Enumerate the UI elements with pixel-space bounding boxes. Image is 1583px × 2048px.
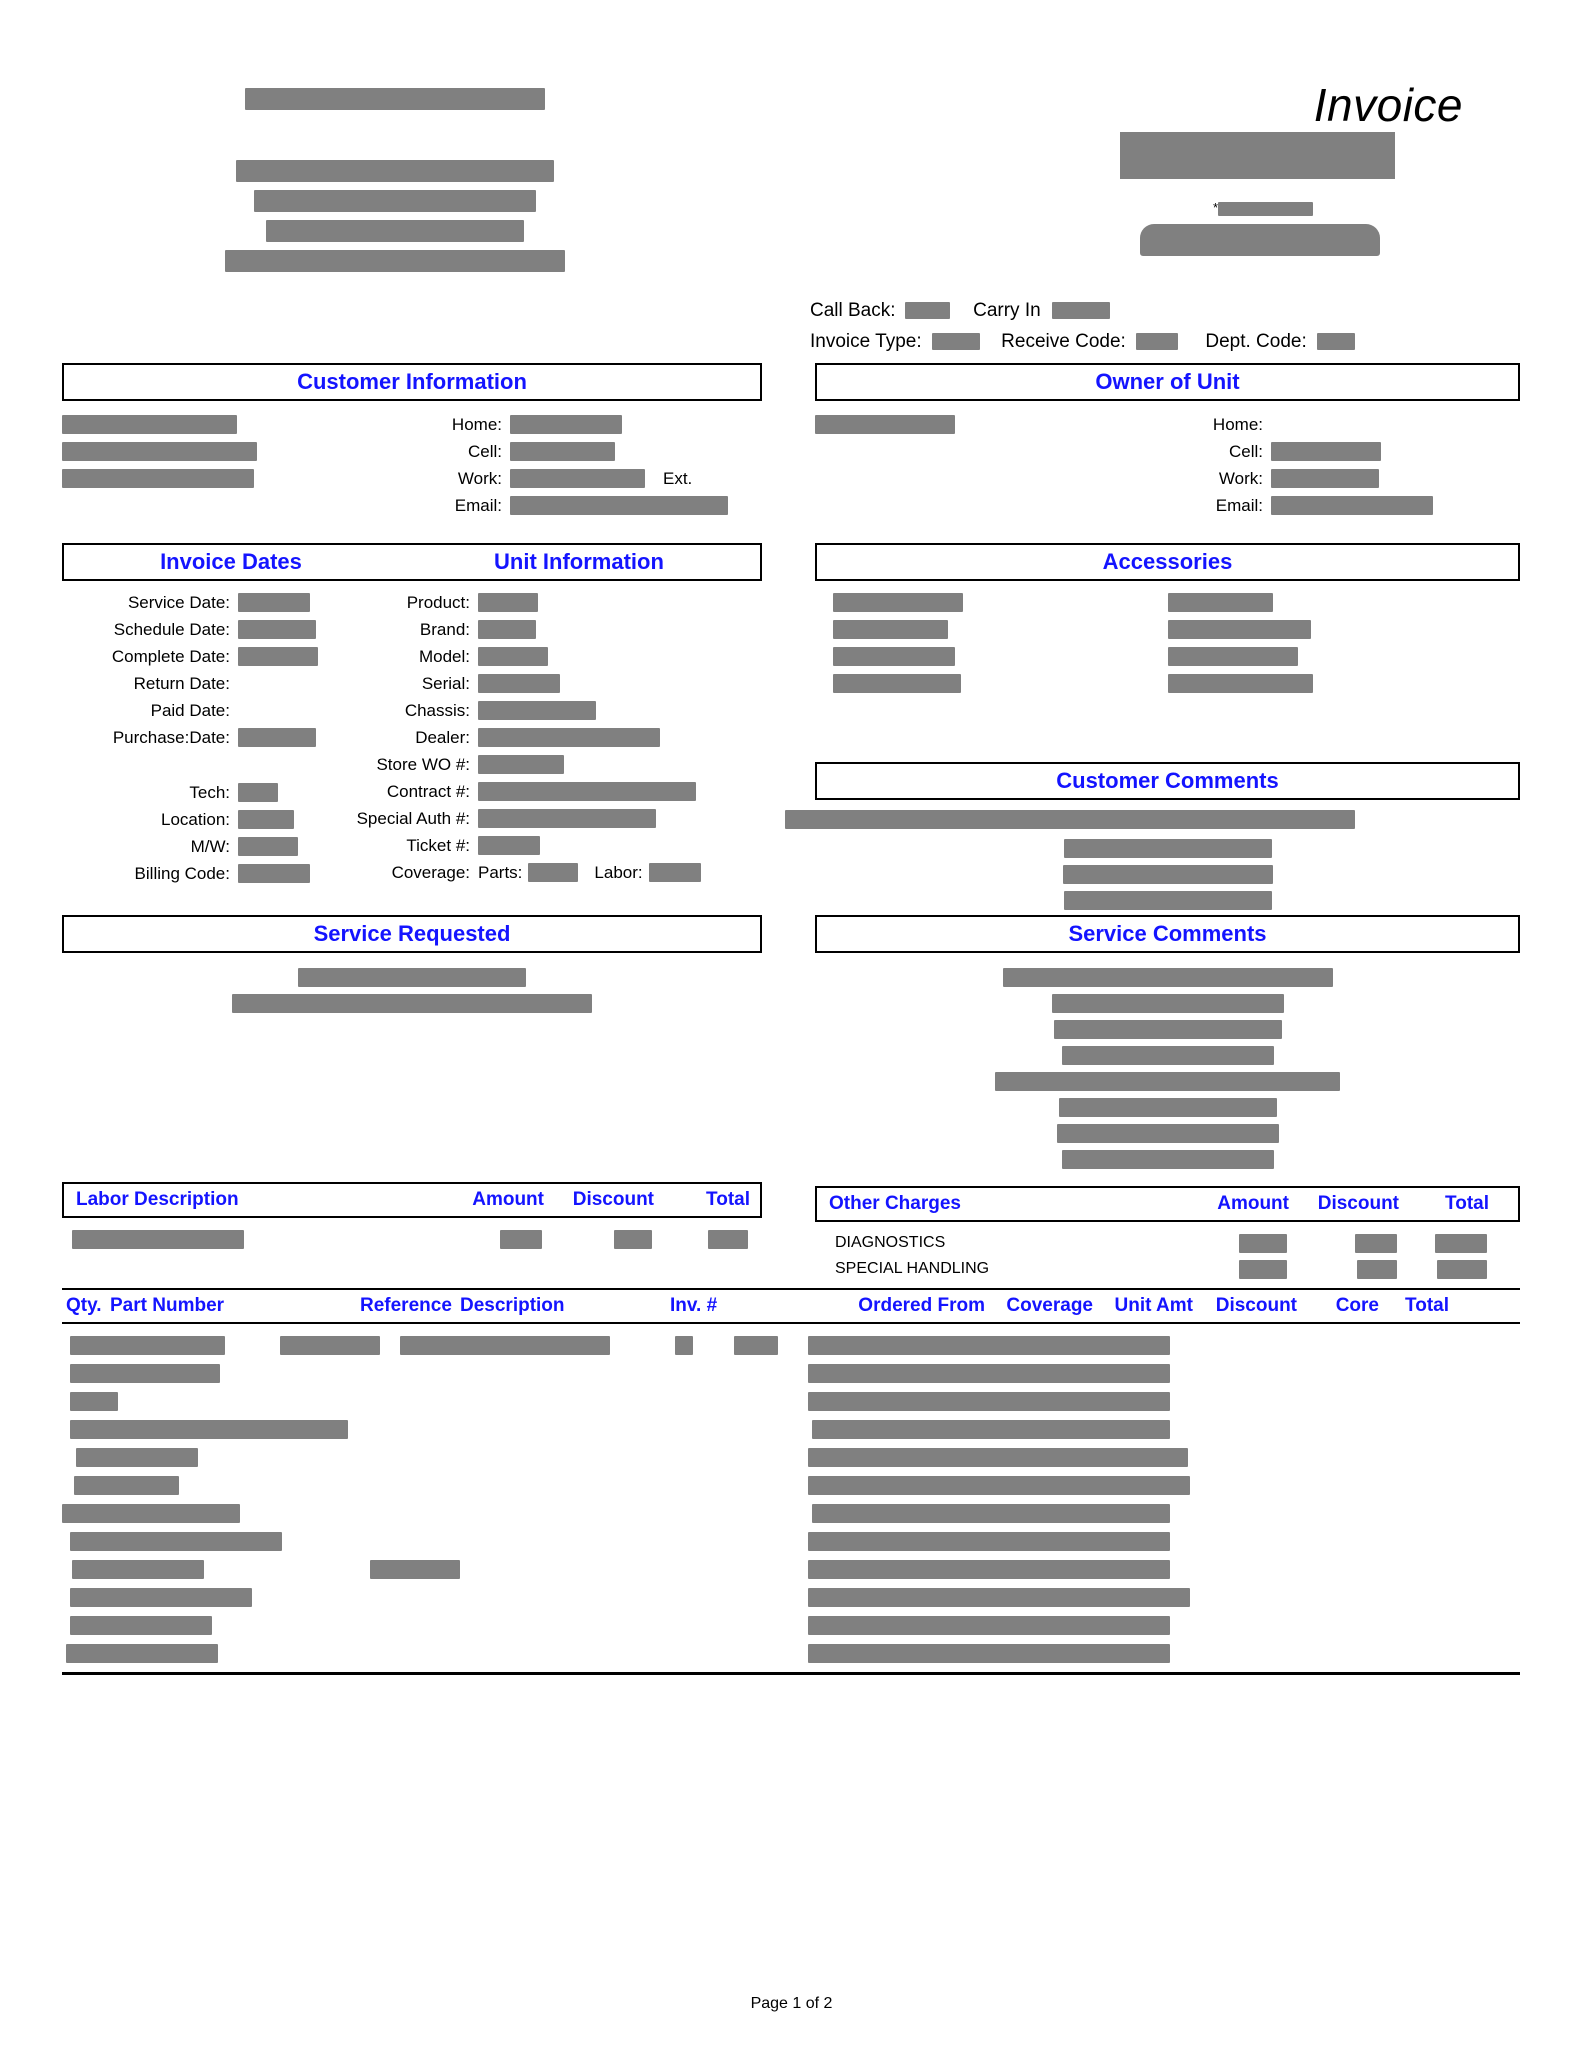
owner-work-row <box>1195 465 1520 492</box>
labor-table-header <box>62 1182 762 1218</box>
complete-date-value <box>238 647 318 666</box>
store-wo-row <box>320 751 762 778</box>
service-requested-line <box>62 965 762 991</box>
tech-value <box>238 783 278 802</box>
labor-description-value <box>72 1230 244 1249</box>
customer-work-row <box>434 465 762 492</box>
redaction-bar <box>1057 1124 1279 1143</box>
model-label: Model: <box>418 647 470 666</box>
serial-row <box>320 670 762 697</box>
service-date-value <box>238 593 310 612</box>
redaction-bar <box>1168 647 1298 666</box>
amounts-value <box>812 1504 1170 1523</box>
mw-value <box>238 837 298 856</box>
page-footer: Page 1 of 2 <box>750 1995 833 2012</box>
redaction-bar <box>833 620 948 639</box>
redaction-bar <box>225 250 565 272</box>
other-charges-discount-header: Discount <box>1317 1193 1399 1214</box>
description-value <box>370 1560 460 1579</box>
accessories-section <box>815 543 1520 693</box>
service-comment-line <box>815 991 1520 1017</box>
model-row <box>320 643 762 670</box>
amounts-value <box>808 1588 1190 1607</box>
diagnostics-label: DIAGNOSTICS <box>835 1234 946 1251</box>
customer-contact-block <box>434 411 762 519</box>
service-comment-line <box>815 1095 1520 1121</box>
special-handling-total-value <box>1437 1260 1487 1279</box>
part-number-value <box>70 1588 252 1607</box>
billing-code-row <box>62 860 320 887</box>
billing-code-label: Billing Code: <box>134 864 230 883</box>
customer-email-label: Email: <box>454 496 502 515</box>
part-number-value <box>72 1560 204 1579</box>
accessory-item <box>1088 674 1520 693</box>
customer-comment-line <box>815 836 1520 862</box>
parts-description-header: Description <box>460 1295 565 1316</box>
dealer-row <box>320 724 762 751</box>
accessories-list <box>815 593 1520 693</box>
inv-value <box>675 1336 693 1355</box>
redaction-bar <box>1003 968 1333 987</box>
contract-value <box>478 782 696 801</box>
accessory-item <box>833 647 1088 666</box>
part-number-value <box>66 1644 218 1663</box>
purchase-date-value <box>238 728 316 747</box>
accessory-item <box>1088 593 1520 612</box>
coverage-parts-value <box>528 863 578 882</box>
parts-qty-header: Qty. <box>66 1295 102 1316</box>
redaction-bar <box>833 593 963 612</box>
amounts-value <box>808 1476 1190 1495</box>
redaction-bar <box>1052 994 1284 1013</box>
customer-email-value <box>510 496 728 515</box>
owner-of-unit-section <box>815 363 1520 519</box>
diagnostics-discount-value <box>1355 1234 1397 1253</box>
return-date-row <box>62 670 320 697</box>
customer-cell-value <box>510 442 615 461</box>
diagnostics-total-value <box>1435 1234 1487 1253</box>
description-value <box>400 1336 610 1355</box>
billing-code-value <box>238 864 310 883</box>
owner-home-row <box>1195 411 1520 438</box>
receive-code-label: Receive Code: <box>1001 331 1126 352</box>
redaction-bar <box>1218 202 1313 216</box>
service-requested-line <box>62 991 762 1017</box>
reference-value <box>280 1336 380 1355</box>
coverage-labor-label: Labor: <box>594 863 643 882</box>
location-value <box>238 810 294 829</box>
store-wo-value <box>478 755 564 774</box>
diagnostics-amount-value <box>1239 1234 1287 1253</box>
customer-comment-line <box>815 862 1520 888</box>
owner-email-label: Email: <box>1215 496 1263 515</box>
redaction-bar <box>1168 620 1311 639</box>
redaction-bar <box>245 88 545 110</box>
location-row <box>62 806 320 833</box>
table-row <box>62 1226 762 1252</box>
parts-reference-header: Reference <box>360 1295 452 1316</box>
customer-comment-line <box>815 888 1520 914</box>
carry-in-label: Carry In <box>973 300 1041 321</box>
complete-date-row <box>62 643 320 670</box>
section-title: Service Requested <box>313 921 511 946</box>
accessory-item <box>1088 647 1520 666</box>
barcode-image <box>1120 132 1395 179</box>
complete-date-label: Complete Date: <box>111 647 230 666</box>
ticket-row <box>320 832 762 859</box>
customer-city-state-zip <box>62 465 434 492</box>
accessory-item <box>833 593 1088 612</box>
other-charges-header: Other Charges <box>829 1193 961 1214</box>
chassis-value <box>478 701 596 720</box>
customer-work-label: Work: <box>457 469 502 488</box>
dealer-value <box>478 728 660 747</box>
paid-date-row <box>62 697 320 724</box>
customer-comments-section <box>815 762 1520 914</box>
redaction-bar <box>62 415 237 434</box>
redaction-bar <box>1059 1098 1277 1117</box>
amounts-value <box>808 1336 1170 1355</box>
redaction-bar <box>833 674 961 693</box>
letterhead-email <box>0 248 790 274</box>
section-title: Customer Comments <box>1056 768 1279 793</box>
table-row <box>815 1256 1520 1282</box>
customer-home-label: Home: <box>451 415 502 434</box>
product-label: Product: <box>406 593 470 612</box>
customer-street <box>62 438 434 465</box>
customer-comments-header <box>815 762 1520 800</box>
parts-table-body <box>62 1330 1520 1620</box>
service-comment-line <box>815 1043 1520 1069</box>
redaction-bar <box>298 968 526 987</box>
labor-amount-value <box>500 1230 542 1249</box>
service-comment-line <box>815 1017 1520 1043</box>
parts-coverage-header: Coverage <box>1006 1295 1093 1316</box>
invoice-dates-unit-section <box>62 543 762 887</box>
service-requested-body <box>62 965 762 1017</box>
paid-date-label: Paid Date: <box>150 701 230 720</box>
section-title-invoice-dates: Invoice Dates <box>160 549 302 574</box>
redaction-bar <box>62 469 254 488</box>
redaction-bar <box>1054 1020 1282 1039</box>
other-charges-table <box>815 1186 1520 1282</box>
status-row-invoice-type <box>810 326 1355 357</box>
section-title-unit-information: Unit Information <box>494 549 664 574</box>
tech-label: Tech: <box>189 783 230 802</box>
service-date-row <box>62 589 320 616</box>
redaction-bar <box>833 647 955 666</box>
letterhead-street-address <box>0 158 790 184</box>
parts-discount-header: Discount <box>1215 1295 1297 1316</box>
service-comment-line <box>815 1147 1520 1173</box>
amounts-value <box>808 1448 1188 1467</box>
owner-home-label: Home: <box>1212 415 1263 434</box>
brand-row <box>320 616 762 643</box>
customer-ext-label: Ext. <box>663 469 693 488</box>
dept-code-value <box>1317 333 1355 350</box>
redaction-bar <box>254 190 536 212</box>
coverage-row <box>320 859 762 886</box>
customer-address-block <box>62 411 434 519</box>
redaction-bar <box>1062 1150 1274 1169</box>
ticket-value <box>478 836 540 855</box>
reference-value <box>280 1420 348 1439</box>
special-handling-amount-value <box>1239 1260 1287 1279</box>
owner-address-block <box>815 411 1195 519</box>
parts-inv-header: Inv. # <box>670 1295 718 1316</box>
parts-table-bottom-rule <box>62 1672 1520 1675</box>
amounts-value <box>808 1560 1170 1579</box>
contract-label: Contract #: <box>386 782 470 801</box>
customer-home-row <box>434 411 762 438</box>
part-number-value <box>70 1364 220 1383</box>
accessory-item <box>833 674 1088 693</box>
receive-code-value <box>1136 333 1178 350</box>
mw-row <box>62 833 320 860</box>
customer-email-row <box>434 492 762 519</box>
serial-label: Serial: <box>421 674 470 693</box>
service-comment-line <box>815 1069 1520 1095</box>
location-label: Location: <box>161 810 230 829</box>
call-back-value <box>905 302 950 319</box>
letterhead-company-name <box>0 86 790 112</box>
owner-cell-label: Cell: <box>1228 442 1263 461</box>
section-title: Customer Information <box>297 369 527 394</box>
model-value <box>478 647 548 666</box>
service-comment-line <box>815 1121 1520 1147</box>
redaction-bar <box>1063 865 1273 884</box>
brand-value <box>478 620 536 639</box>
table-row <box>815 1230 1520 1256</box>
owner-email-row <box>1195 492 1520 519</box>
customer-cell-label: Cell: <box>467 442 502 461</box>
ticket-label: Ticket #: <box>406 836 470 855</box>
amounts-value <box>812 1420 1170 1439</box>
letterhead-phone <box>0 218 790 244</box>
labor-description-header: Labor Description <box>76 1189 239 1210</box>
redaction-bar <box>785 810 1355 829</box>
page-title: Invoice <box>1313 79 1463 131</box>
invoice-type-value <box>932 333 980 350</box>
labor-total-value <box>708 1230 748 1249</box>
section-title: Accessories <box>1102 549 1233 574</box>
redaction-bar <box>815 415 955 434</box>
barcode-secondary <box>1140 224 1380 256</box>
labor-amount-header: Amount <box>472 1189 544 1210</box>
customer-cell-row <box>434 438 762 465</box>
redaction-bar <box>1168 674 1313 693</box>
special-auth-value <box>478 809 656 828</box>
amounts-value <box>808 1644 1170 1663</box>
accessory-item <box>833 620 1088 639</box>
schedule-date-value <box>238 620 316 639</box>
accessories-header <box>815 543 1520 581</box>
part-number-value <box>70 1392 118 1411</box>
letterhead <box>0 86 790 278</box>
service-comments-body <box>815 965 1520 1173</box>
parts-table <box>62 1288 1520 1675</box>
customer-comments-body <box>815 810 1520 914</box>
redaction-bar <box>236 160 554 182</box>
amounts-value <box>808 1616 1170 1635</box>
labor-table <box>62 1182 762 1252</box>
customer-name <box>62 411 434 438</box>
status-fields <box>810 295 1355 357</box>
service-comments-section <box>815 915 1520 1173</box>
labor-total-header: Total <box>706 1189 750 1210</box>
other-charges-table-header <box>815 1186 1520 1222</box>
parts-total-header: Total <box>1405 1295 1449 1316</box>
purchase-date-row <box>62 724 320 751</box>
contract-row <box>320 778 762 805</box>
tech-row <box>62 779 320 806</box>
coverage-label: Coverage: <box>391 863 470 882</box>
redaction-bar <box>1168 593 1273 612</box>
chassis-row <box>320 697 762 724</box>
call-back-label: Call Back: <box>810 300 896 321</box>
unit-information-block <box>320 589 762 887</box>
owner-name <box>815 411 1195 438</box>
schedule-date-label: Schedule Date: <box>113 620 230 639</box>
product-value <box>478 593 538 612</box>
part-number-value <box>70 1532 282 1551</box>
amounts-value <box>808 1392 1170 1411</box>
owner-contact-block <box>1195 411 1520 519</box>
labor-discount-header: Discount <box>572 1189 654 1210</box>
carry-in-value <box>1052 302 1110 319</box>
chassis-label: Chassis: <box>404 701 470 720</box>
part-number-value <box>62 1504 240 1523</box>
return-date-label: Return Date: <box>133 674 230 693</box>
invoice-type-label: Invoice Type: <box>810 331 922 352</box>
invoice-dates-block <box>62 589 320 887</box>
other-charges-total-header: Total <box>1445 1193 1489 1214</box>
service-requested-section <box>62 915 762 1017</box>
mw-label: M/W: <box>190 837 230 856</box>
parts-table-header <box>62 1288 1520 1324</box>
redaction-bar <box>62 442 257 461</box>
accessory-item <box>1088 620 1520 639</box>
owner-of-unit-header <box>815 363 1520 401</box>
service-comments-header <box>815 915 1520 953</box>
customer-comment-line <box>785 810 1490 836</box>
owner-work-value <box>1271 469 1379 488</box>
serial-value <box>478 674 560 693</box>
redaction-bar <box>995 1072 1340 1091</box>
parts-core-header: Core <box>1335 1295 1379 1316</box>
coverage-parts-label: Parts: <box>478 863 523 882</box>
part-number-value <box>70 1336 225 1355</box>
special-auth-row <box>320 805 762 832</box>
redaction-bar <box>1064 839 1272 858</box>
customer-home-value <box>510 415 622 434</box>
part-number-value <box>70 1616 212 1635</box>
customer-information-section <box>62 363 762 519</box>
dept-code-label: Dept. Code: <box>1205 331 1307 352</box>
service-date-label: Service Date: <box>127 593 230 612</box>
owner-cell-value <box>1271 442 1381 461</box>
redaction-bar <box>1062 1046 1274 1065</box>
other-charges-amount-header: Amount <box>1217 1193 1289 1214</box>
parts-unit-amt-header: Unit Amt <box>1114 1295 1193 1316</box>
brand-label: Brand: <box>419 620 470 639</box>
store-wo-label: Store WO #: <box>376 755 470 774</box>
owner-email-value <box>1271 496 1433 515</box>
parts-ordered-from-header: Ordered From <box>858 1295 985 1316</box>
barcode-number <box>1213 200 1313 216</box>
special-handling-label: SPECIAL HANDLING <box>835 1260 990 1277</box>
special-auth-label: Special Auth #: <box>356 809 470 828</box>
part-number-value <box>76 1448 198 1467</box>
invoice-dates-unit-header <box>62 543 762 581</box>
owner-work-label: Work: <box>1218 469 1263 488</box>
part-number-value <box>70 1420 292 1439</box>
section-title: Service Comments <box>1068 921 1267 946</box>
letterhead-city-state-zip <box>0 188 790 214</box>
customer-work-value <box>510 469 645 488</box>
amounts-value <box>808 1364 1170 1383</box>
product-row <box>320 589 762 616</box>
service-comment-line <box>815 965 1520 991</box>
service-requested-header <box>62 915 762 953</box>
status-row-callback <box>810 295 1355 326</box>
coverage-labor-value <box>649 863 701 882</box>
parts-part-number-header: Part Number <box>110 1295 225 1316</box>
redaction-bar <box>232 994 592 1013</box>
part-number-value <box>74 1476 179 1495</box>
redaction-bar <box>1064 891 1272 910</box>
special-handling-discount-value <box>1357 1260 1397 1279</box>
schedule-date-row <box>62 616 320 643</box>
amounts-value <box>808 1532 1170 1551</box>
section-title: Owner of Unit <box>1095 369 1240 394</box>
dealer-label: Dealer: <box>415 728 470 747</box>
owner-cell-row <box>1195 438 1520 465</box>
redaction-bar <box>266 220 524 242</box>
customer-information-header <box>62 363 762 401</box>
ordered-from-value <box>734 1336 778 1355</box>
labor-discount-value <box>614 1230 652 1249</box>
barcode-asterisk: * <box>1212 200 1218 215</box>
purchase-date-label: Purchase:Date: <box>112 728 230 747</box>
